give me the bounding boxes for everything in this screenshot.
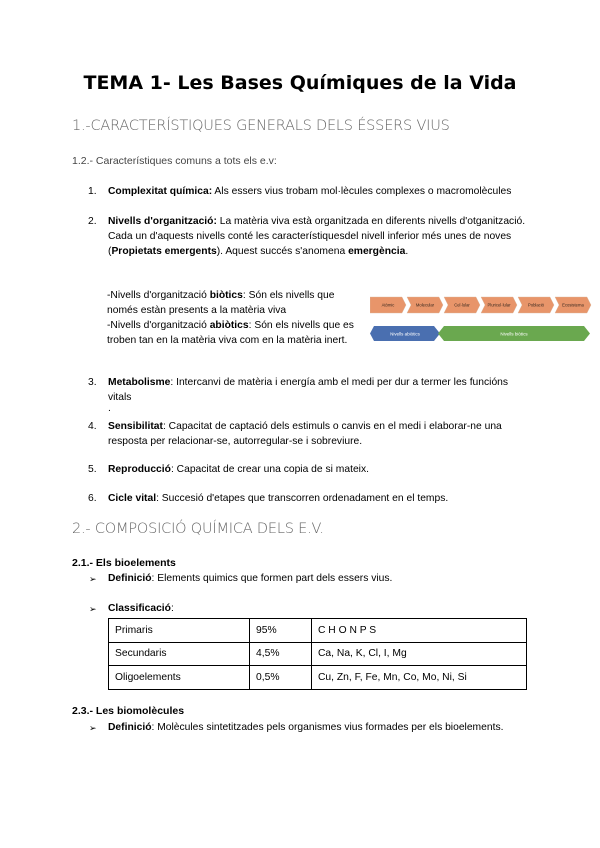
table-row xyxy=(109,619,527,643)
table-row xyxy=(109,666,527,690)
item-text: . xyxy=(405,246,409,257)
arrow-bullet-icon: ➢ xyxy=(89,604,97,614)
definition-bullet xyxy=(89,572,529,586)
list-number: 3. xyxy=(88,377,97,388)
organization-levels-diagram xyxy=(370,295,592,345)
page-title: TEMA 1- Les Bases Químiques de la Vida xyxy=(83,72,517,94)
abiotic-levels-text xyxy=(107,318,357,348)
term: abiòtics xyxy=(209,320,249,331)
item-text: La matèria viva està organitzada en diferents nivells d'otganització. Cada un d'aquests nivells conté les característiquesdel nivell inferior més unes de noves ( xyxy=(108,216,526,257)
levels-text: : Són els nivells que només estàn presents a la matèria viva xyxy=(107,290,335,316)
list-number: 4. xyxy=(88,421,97,432)
term: Cicle vital xyxy=(108,493,157,504)
section1-heading: 1.-CARACTERÍSTIQUES GENERALS DELS ÉSSERS VIUS xyxy=(72,118,450,134)
item-extra: . xyxy=(108,403,111,414)
arrow-bullet-icon: ➢ xyxy=(89,574,97,584)
level-step-label: Cel·lular xyxy=(454,302,470,308)
definition-text: : Elements quimics que formen part dels essers vius. xyxy=(151,573,393,584)
list-item xyxy=(88,214,528,259)
item-text: Als essers vius trobam mol·lècules complexes o macromolècules xyxy=(212,186,512,197)
bioelements-table xyxy=(108,618,527,690)
table-cell: Oligoelements xyxy=(109,666,250,690)
section1-subheading: 1.2.- Característiques comuns a tots els e.v: xyxy=(72,155,277,167)
item-text: : Succesió d'etapes que transcorren ordenadament en el temps. xyxy=(156,493,449,504)
table-cell: Secundaris xyxy=(109,642,250,666)
list-item xyxy=(88,184,528,199)
biotic-levels-text xyxy=(107,288,357,318)
classification-bullet xyxy=(89,602,529,616)
table-cell: 95% xyxy=(250,619,312,643)
item-text: : Capacitat de captació dels estimuls o canvis en el medi i elaborar-ne una resposta per relacionar-se, autorregular-se i sobreviure. xyxy=(108,421,502,447)
classification-suffix: : xyxy=(170,603,174,614)
table-cell: 0,5% xyxy=(250,666,312,690)
term: Sensibilitat xyxy=(108,421,163,432)
biotic-label: Nivells biòtics xyxy=(500,331,528,337)
term: Definició xyxy=(108,722,152,733)
list-number: 1. xyxy=(88,186,97,197)
level-step-label: Atòmic xyxy=(381,302,395,308)
table-cell: Ca, Na, K, Cl, I, Mg xyxy=(312,642,527,666)
term: Definició xyxy=(108,573,152,584)
table-cell: Cu, Zn, F, Fe, Mn, Co, Mo, Ni, Si xyxy=(312,666,527,690)
table-row xyxy=(109,642,527,666)
item-text: ). Aquest succés s'anomena xyxy=(216,246,349,257)
list-number: 2. xyxy=(88,216,97,227)
levels-text: : Són els nivells que es troben tan en la matèria viva com en la matèria inert. xyxy=(107,320,354,346)
list-number: 6. xyxy=(88,493,97,504)
term: emergència xyxy=(348,246,406,257)
section2-heading: 2.- COMPOSICIÓ QUÍMICA DELS E.V. xyxy=(72,521,324,537)
term: Nivells d'organització: xyxy=(108,216,217,227)
list-item xyxy=(88,419,528,449)
level-step-label: Pluricel·lular xyxy=(487,302,511,308)
biomolecules-heading: 2.3.- Les biomolècules xyxy=(72,705,185,717)
definition-text: : Molècules sintetitzades pels organismes vius formades per els bioelements. xyxy=(151,722,504,733)
definition-bullet xyxy=(89,721,529,735)
table-cell: C H O N P S xyxy=(312,619,527,643)
term: Classificació xyxy=(108,603,171,614)
list-item xyxy=(88,375,528,413)
level-step-label: Ecosistema xyxy=(562,302,584,308)
term: biòtics xyxy=(209,290,243,301)
levels-prefix: -Nivells d'organització xyxy=(107,320,210,331)
term: Propietats emergents xyxy=(111,246,217,257)
table-cell: Primaris xyxy=(109,619,250,643)
list-item xyxy=(88,491,528,506)
term: Reproducció xyxy=(108,464,171,475)
term: Complexitat química: xyxy=(108,186,213,197)
bioelements-heading: 2.1.- Els bioelements xyxy=(72,557,176,569)
list-number: 5. xyxy=(88,464,97,475)
levels-prefix: -Nivells d'organització xyxy=(107,290,210,301)
level-step-label: Molecular xyxy=(415,302,435,308)
item-text: : Capacitat de crear una copia de si mateix. xyxy=(170,464,369,475)
abiotic-label: Nivells abiòtics xyxy=(390,331,420,337)
level-step-label: Població xyxy=(527,302,545,308)
item-text: : Intercanvi de matèria i energía amb el medi per dur a termer les funcións vitals xyxy=(108,377,509,403)
list-item xyxy=(88,462,528,477)
table-cell: 4,5% xyxy=(250,642,312,666)
arrow-bullet-icon: ➢ xyxy=(89,723,97,733)
term: Metabolisme xyxy=(108,377,171,388)
